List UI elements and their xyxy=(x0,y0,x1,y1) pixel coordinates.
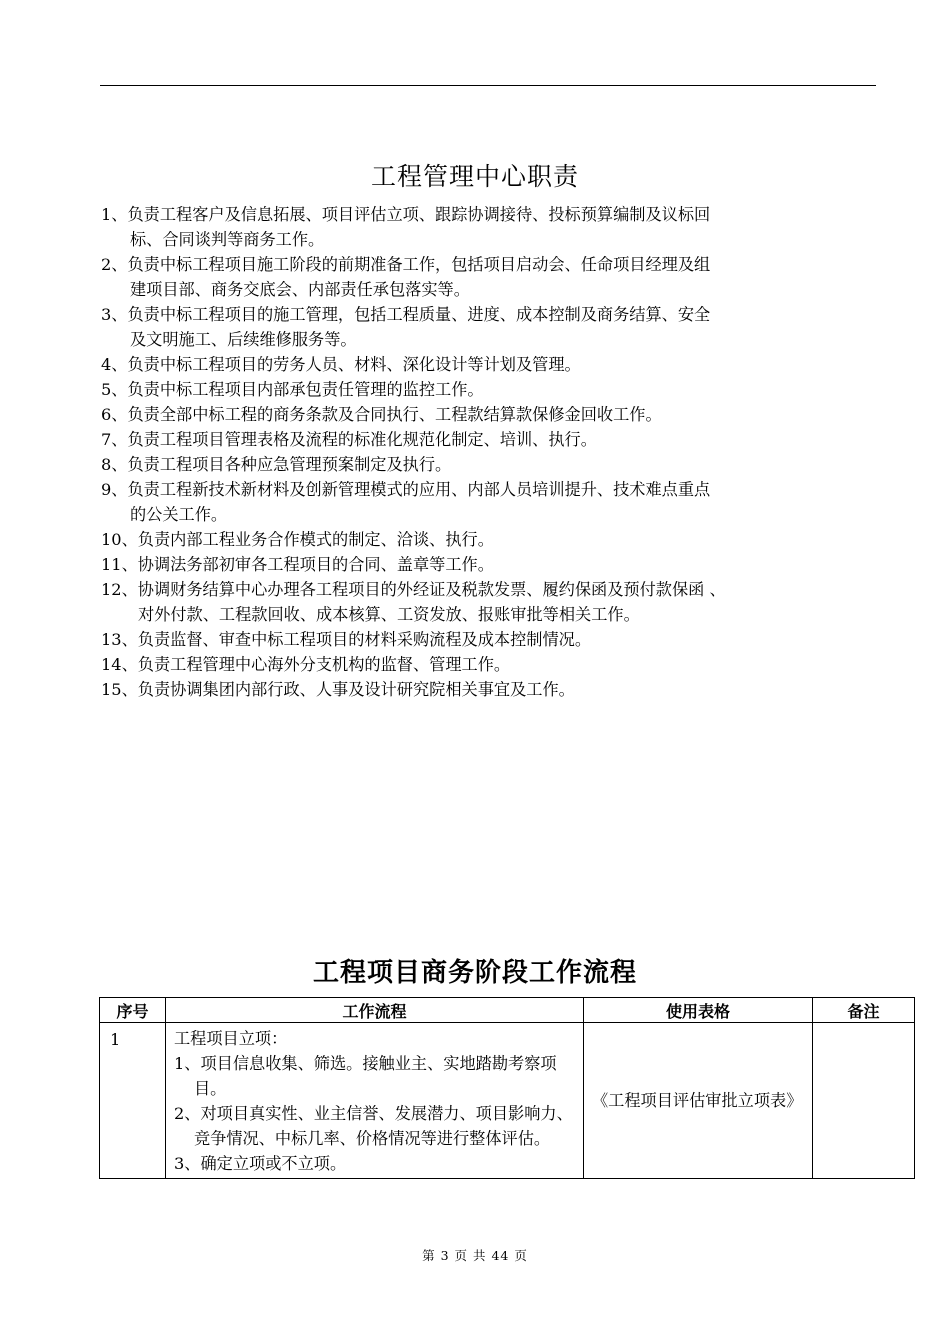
duty-item xyxy=(101,627,861,652)
duty-text-continued: 建项目部、商务交底会、内部责任承包落实等。 xyxy=(130,280,470,299)
workflow-table xyxy=(99,997,915,1179)
duty-item xyxy=(101,377,861,402)
duty-item xyxy=(101,302,861,352)
duty-text: 9、负责工程新技术新材料及创新管理模式的应用、内部人员培训提升、技术难点重点 xyxy=(101,480,711,499)
duty-item xyxy=(101,677,861,702)
header-flow: 工作流程 xyxy=(166,998,584,1023)
duty-text: 6、负责全部中标工程的商务条款及合同执行、工程款结算款保修金回收工作。 xyxy=(101,405,662,424)
duty-item xyxy=(101,452,861,477)
flow-step: 2、对项目真实性、业主信誉、发展潜力、项目影响力、竞争情况、中标几率、价格情况等进行整体评估。 xyxy=(174,1104,573,1148)
duty-text: 11、协调法务部初审各工程项目的合同、盖章等工作。 xyxy=(101,555,494,574)
duty-text: 10、负责内部工程业务合作模式的制定、洽谈、执行。 xyxy=(101,530,494,549)
duty-item xyxy=(101,552,861,577)
duty-text: 2、负责中标工程项目施工阶段的前期准备工作，包括项目启动会、任命项目经理及组 xyxy=(101,255,711,274)
row-form: 《工程项目评估审批立项表》 xyxy=(584,1023,813,1179)
duty-text: 14、负责工程管理中心海外分支机构的监督、管理工作。 xyxy=(101,655,511,674)
header-form: 使用表格 xyxy=(584,998,813,1023)
duty-item xyxy=(101,252,861,302)
duty-text: 13、负责监督、审查中标工程项目的材料采购流程及成本控制情况。 xyxy=(101,630,592,649)
header-note: 备注 xyxy=(813,998,915,1023)
duty-item xyxy=(101,477,861,527)
duty-text-continued: 的公关工作。 xyxy=(130,505,228,524)
page-footer: 第 3 页 共 44 页 xyxy=(422,1248,528,1263)
flow-step: 1、项目信息收集、筛选。接触业主、实地踏勘考察项目。 xyxy=(174,1054,557,1098)
table-row xyxy=(100,1023,915,1179)
row-seq: 1 xyxy=(100,1023,166,1179)
duty-item xyxy=(101,652,861,677)
page-title: 工程管理中心职责 xyxy=(370,162,579,191)
header-rule xyxy=(100,85,876,86)
flow-step: 3、确定立项或不立项。 xyxy=(174,1154,347,1173)
duty-text-continued: 及文明施工、后续维修服务等。 xyxy=(130,330,357,349)
header-seq: 序号 xyxy=(100,998,166,1023)
duty-text: 4、负责中标工程项目的劳务人员、材料、深化设计等计划及管理。 xyxy=(101,355,581,374)
duty-item xyxy=(101,577,861,627)
section-title: 工程项目商务阶段工作流程 xyxy=(312,958,637,988)
row-flow xyxy=(166,1023,584,1179)
duty-text-continued: 标、合同谈判等商务工作。 xyxy=(130,230,325,249)
duty-text: 1、负责工程客户及信息拓展、项目评估立项、跟踪协调接待、投标预算编制及议标回 xyxy=(101,205,711,224)
duty-text: 7、负责工程项目管理表格及流程的标准化规范化制定、培训、执行。 xyxy=(101,430,597,449)
duty-item xyxy=(101,427,861,452)
duty-item xyxy=(101,202,861,252)
duty-text: 3、负责中标工程项目的施工管理，包括工程质量、进度、成本控制及商务结算、安全 xyxy=(101,305,711,324)
table-header-row xyxy=(100,998,915,1023)
duty-text: 8、负责工程项目各种应急管理预案制定及执行。 xyxy=(101,455,452,474)
duty-item xyxy=(101,402,861,427)
duty-text: 5、负责中标工程项目内部承包责任管理的监控工作。 xyxy=(101,380,484,399)
duty-text: 15、负责协调集团内部行政、人事及设计研究院相关事宜及工作。 xyxy=(101,680,575,699)
duty-text-continued: 对外付款、工程款回收、成本核算、工资发放、报账审批等相关工作。 xyxy=(138,605,640,624)
duty-item xyxy=(101,527,861,552)
duty-item xyxy=(101,352,861,377)
duty-list xyxy=(101,202,861,702)
duty-text: 12、协调财务结算中心办理各工程项目的外经证及税款发票、履约保函及预付款保函 、 xyxy=(101,580,726,599)
row-note xyxy=(813,1023,915,1179)
table-body xyxy=(100,1023,915,1179)
flow-heading: 工程项目立项： xyxy=(174,1029,288,1048)
